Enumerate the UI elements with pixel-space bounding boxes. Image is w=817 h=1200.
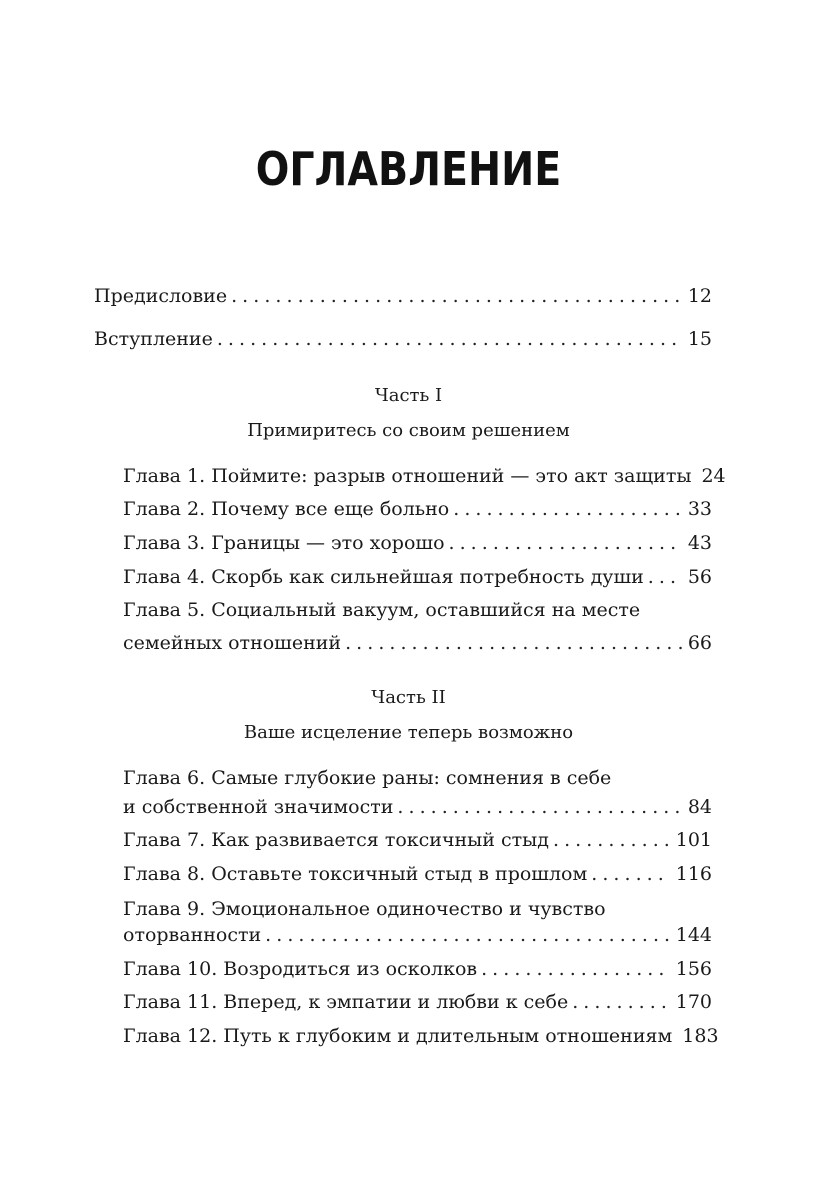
toc-entry-chapter-5-line1[interactable]: Глава 5. Социальный вакуум, оставшийся на месте: [123, 599, 641, 621]
dot-leader: [265, 922, 670, 948]
dot-leader: [397, 794, 681, 820]
toc-entry-label: Предисловие: [94, 285, 228, 307]
toc-entry-label: Глава 2. Почему все еще больно: [123, 498, 450, 520]
dot-leader: [231, 283, 682, 309]
toc-entry-page: 84: [687, 796, 712, 818]
toc-entry-label: Глава 3. Границы — это хорошо: [123, 532, 445, 554]
toc-entry-chapter-2[interactable]: [123, 496, 712, 522]
toc-entry-page: 144: [675, 924, 712, 946]
part-heading: Часть II: [371, 687, 446, 708]
toc-entry-page: 56: [687, 566, 712, 588]
toc-entry-label: семейных отношений: [123, 632, 342, 654]
dot-leader: [648, 564, 682, 590]
toc-entry-chapter-11[interactable]: [123, 989, 712, 1015]
toc-entry-page: 101: [675, 829, 712, 851]
toc-entry-label: Глава 1. Поймите: разрыв отношений — это акт защиты: [123, 465, 692, 487]
toc-entry-chapter-1[interactable]: [123, 463, 726, 489]
toc-entry-chapter-5[interactable]: [123, 630, 712, 656]
dot-leader: [345, 630, 682, 656]
toc-entry-chapter-8[interactable]: [123, 861, 712, 887]
toc-entry-page: 12: [687, 285, 712, 307]
page-title: ОГЛАВЛЕНИЕ: [255, 142, 562, 196]
part-subtitle: Ваше исцеление теперь возможно: [243, 722, 574, 743]
toc-entry-label: Глава 8. Оставьте токсичный стыд в прошлом: [123, 863, 588, 885]
toc-entry-chapter-4[interactable]: [123, 564, 712, 590]
toc-entry-page: 183: [682, 1025, 719, 1047]
toc-entry-label: и собственной значимости: [123, 796, 394, 818]
toc-entry-label: Глава 10. Возродиться из осколков: [123, 958, 478, 980]
dot-leader: [481, 956, 670, 982]
dot-leader: [591, 861, 669, 887]
toc-entry-page: 170: [675, 991, 712, 1013]
dot-leader: [449, 530, 682, 556]
toc-entry-chapter-7[interactable]: [123, 827, 712, 853]
toc-entry-chapter-3[interactable]: [123, 530, 712, 556]
toc-entry-page: 156: [675, 958, 712, 980]
toc-entry-page: 33: [687, 498, 712, 520]
toc-entry-chapter-10[interactable]: [123, 956, 712, 982]
toc-entry-page: 116: [675, 863, 712, 885]
toc-entry-label: Вступление: [94, 328, 213, 350]
toc-entry-label: Глава 7. Как развивается токсичный стыд: [123, 829, 549, 851]
toc-entry-chapter-9-line1[interactable]: Глава 9. Эмоциональное одиночество и чувство: [123, 898, 606, 920]
part-subtitle: Примиритесь со своим решением: [247, 420, 570, 441]
dot-leader: [453, 496, 682, 522]
toc-entry-preface[interactable]: [94, 283, 712, 309]
toc-entry-chapter-6-line1[interactable]: Глава 6. Самые глубокие раны: сомнения в себе: [123, 767, 612, 789]
toc-entry-page: 15: [687, 328, 712, 350]
part-heading: Часть I: [374, 385, 443, 406]
dot-leader: [553, 827, 670, 853]
toc-entry-label: Глава 11. Вперед, к эмпатии и любви к себе: [123, 991, 569, 1013]
toc-entry-label: Глава 4. Скорбь как сильнейшая потребность души: [123, 566, 644, 588]
toc-entry-page: 24: [701, 465, 726, 487]
dot-leader: [217, 326, 682, 352]
dot-leader: [572, 989, 670, 1015]
toc-entry-label: оторванности: [123, 924, 262, 946]
toc-entry-chapter-9[interactable]: [123, 922, 712, 948]
toc-entry-chapter-6[interactable]: [123, 794, 712, 820]
toc-entry-page: 66: [687, 632, 712, 654]
toc-entry-page: 43: [687, 532, 712, 554]
toc-entry-introduction[interactable]: [94, 326, 712, 352]
toc-entry-label: Глава 12. Путь к глубоким и длительным отношениям: [123, 1025, 673, 1047]
toc-entry-chapter-12[interactable]: [123, 1023, 719, 1049]
